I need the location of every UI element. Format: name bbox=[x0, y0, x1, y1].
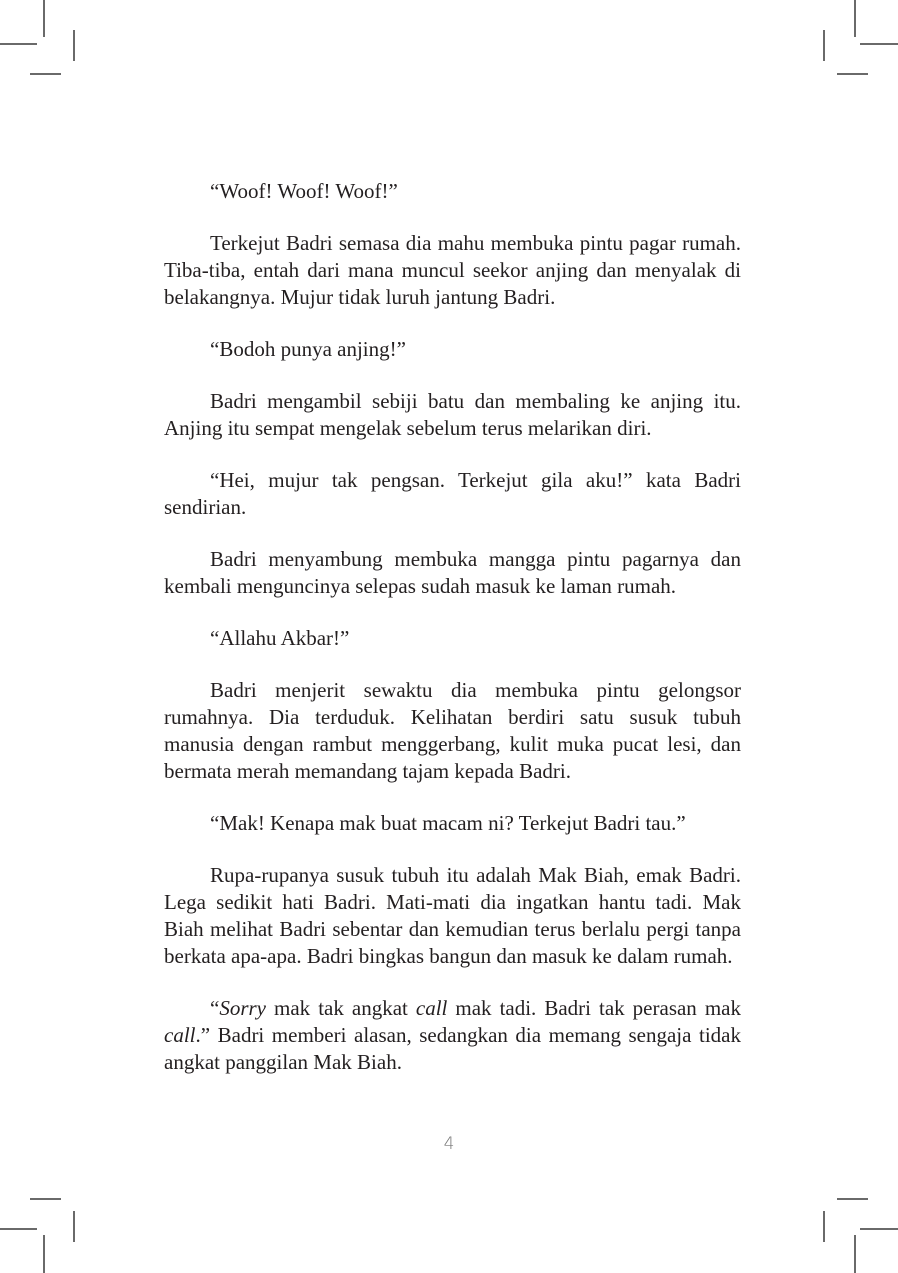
text-run: mak tadi. Badri tak perasan mak bbox=[447, 996, 741, 1020]
crop-mark bbox=[837, 1198, 868, 1200]
page-number: 4 bbox=[443, 1134, 455, 1154]
crop-mark bbox=[73, 30, 75, 61]
crop-mark bbox=[837, 73, 868, 75]
crop-mark bbox=[854, 0, 856, 37]
crop-mark bbox=[43, 1235, 45, 1273]
paragraph: Terkejut Badri semasa dia mahu membuka pintu pagar rumah. Tiba-tiba, entah dari mana muncul seekor anjing dan menyalak di belakangnya. Mujur tidak luruh jantung Badri. bbox=[164, 231, 741, 309]
paragraph: Badri menjerit sewaktu dia membuka pintu gelongsor rumahnya. Dia terduduk. Kelihatan berdiri satu susuk tubuh manusia dengan rambut menggerbang, kulit muka pucat lesi, dan bermata merah memandang tajam kepada Badri. bbox=[164, 678, 741, 783]
crop-mark bbox=[0, 1228, 37, 1230]
crop-mark bbox=[823, 30, 825, 61]
crop-mark bbox=[0, 43, 37, 45]
text-run: “ bbox=[210, 996, 220, 1020]
crop-mark bbox=[823, 1211, 825, 1242]
paragraph: Badri mengambil sebiji batu dan membaling ke anjing itu. Anjing itu sempat mengelak sebelum terus melarikan diri. bbox=[164, 389, 741, 440]
paragraph bbox=[164, 995, 741, 1076]
crop-mark bbox=[30, 73, 61, 75]
paragraph: Badri menyambung membuka mangga pintu pagarnya dan kembali menguncinya selepas sudah masuk ke laman rumah. bbox=[164, 547, 741, 598]
text-run: .” Badri memberi alasan, sedangkan dia memang sengaja tidak angkat panggilan Mak Biah. bbox=[164, 1023, 741, 1074]
paragraph: “Allahu Akbar!” bbox=[210, 626, 350, 650]
crop-mark bbox=[43, 0, 45, 37]
italic-word: Sorry bbox=[219, 996, 266, 1020]
paragraph: “Woof! Woof! Woof!” bbox=[210, 179, 398, 203]
crop-mark bbox=[73, 1211, 75, 1242]
crop-mark bbox=[860, 43, 898, 45]
italic-word: call bbox=[164, 1023, 196, 1047]
text-run: mak tak angkat bbox=[266, 996, 416, 1020]
paragraph: “Hei, mujur tak pengsan. Terkejut gila aku!” kata Badri sendirian. bbox=[164, 468, 741, 519]
paragraph: Rupa-rupanya susuk tubuh itu adalah Mak Biah, emak Badri. Lega sedikit hati Badri. Mati-mati dia ingatkan hantu tadi. Mak Biah melihat Badri sebentar dan kemudian terus berlalu pergi tanpa berkata apa-apa. Badri bingkas bangun dan masuk ke dalam rumah. bbox=[164, 863, 741, 968]
page-body bbox=[164, 178, 741, 1076]
crop-mark bbox=[854, 1235, 856, 1273]
italic-word: call bbox=[415, 996, 448, 1020]
paragraph: “Mak! Kenapa mak buat macam ni? Terkejut Badri tau.” bbox=[210, 811, 686, 835]
crop-mark bbox=[30, 1198, 61, 1200]
paragraph: “Bodoh punya anjing!” bbox=[210, 337, 406, 361]
crop-mark bbox=[860, 1228, 898, 1230]
